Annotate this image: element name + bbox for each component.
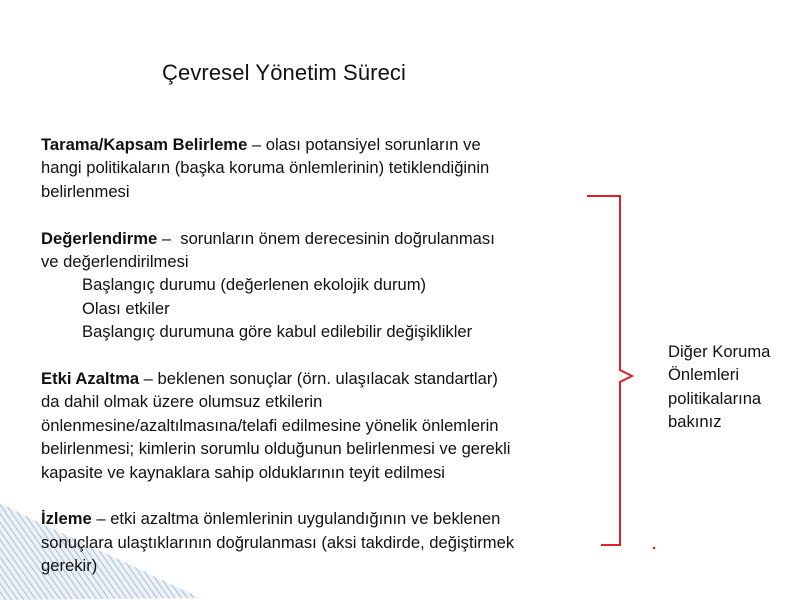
izleme-line-3: gerekir) — [41, 556, 98, 576]
etki-line-3: önlenmesine/azaltılmasına/telafi edilmesine yönelik önlemlerin — [41, 415, 499, 435]
term-tarama: Tarama/Kapsam Belirleme — [41, 135, 248, 154]
side-note-line: bakınız — [668, 412, 722, 432]
degerlendirme-subitem: Başlangıç durumu (değerlenen ekolojik durum) — [82, 275, 427, 295]
tarama-line-2: hangi politikaların (başka koruma önlemlerinin) tetiklendiğinin — [41, 158, 490, 178]
term-degerlendirme: Değerlendirme — [41, 228, 158, 248]
side-note — [668, 340, 798, 434]
spacer — [41, 484, 621, 507]
etki-line-1: beklenen sonuçlar (örn. ulaşılacak standartlar) — [157, 369, 498, 389]
section-degerlendirme — [41, 227, 621, 274]
etki-line-2: da dahil olmak üzere olumsuz etkilerin — [41, 392, 323, 412]
side-note-line: Diğer Koruma — [668, 342, 771, 361]
tarama-line-3: belirlenmesi — [41, 181, 130, 201]
izleme-line-1: etki azaltma önlemlerinin uygulandığının ve beklenen — [110, 509, 501, 529]
side-note-line: politikalarına — [668, 388, 762, 408]
side-note-line: Önlemleri — [668, 365, 740, 385]
degerlendirme-line-2: ve değerlendirilmesi — [41, 252, 189, 272]
etki-line-5: kapasite ve kaynaklara sahip olduklarının teyit edilmesi — [41, 462, 445, 482]
dash-etki: – — [139, 369, 158, 389]
slide-title: Çevresel Yönetim Süreci — [162, 60, 406, 85]
izleme-line-2: sonuçlara ulaştıklarının doğrulanması (aksi takdirde, değiştirmek — [41, 532, 515, 552]
dash-izleme: – — [91, 509, 111, 529]
etki-line-4: belirlenmesi; kimlerin sorumlu olduğunun belirlenmesi ve gerekli — [41, 439, 511, 459]
term-etki-azaltma: Etki Azaltma — [41, 369, 140, 389]
term-izleme: İzleme — [41, 509, 92, 529]
bracket-tail-dot — [653, 547, 656, 550]
slide-body — [41, 133, 621, 578]
degerlendirme-subitem: Olası etkiler — [82, 298, 170, 318]
spacer — [41, 203, 621, 226]
tarama-line-1: olası potansiyel sorunların ve — [265, 135, 481, 154]
spacer — [41, 344, 621, 367]
dash-tarama: – — [247, 135, 266, 154]
dash-degerlendirme: – — [157, 228, 181, 248]
degerlendirme-line-1: sorunların önem derecesinin doğrulanması — [180, 228, 495, 248]
degerlendirme-subitem: Başlangıç durumuna göre kabul edilebilir değişiklikler — [82, 322, 473, 342]
section-tarama — [41, 133, 621, 203]
section-izleme — [41, 507, 621, 577]
section-etki-azaltma — [41, 367, 621, 484]
